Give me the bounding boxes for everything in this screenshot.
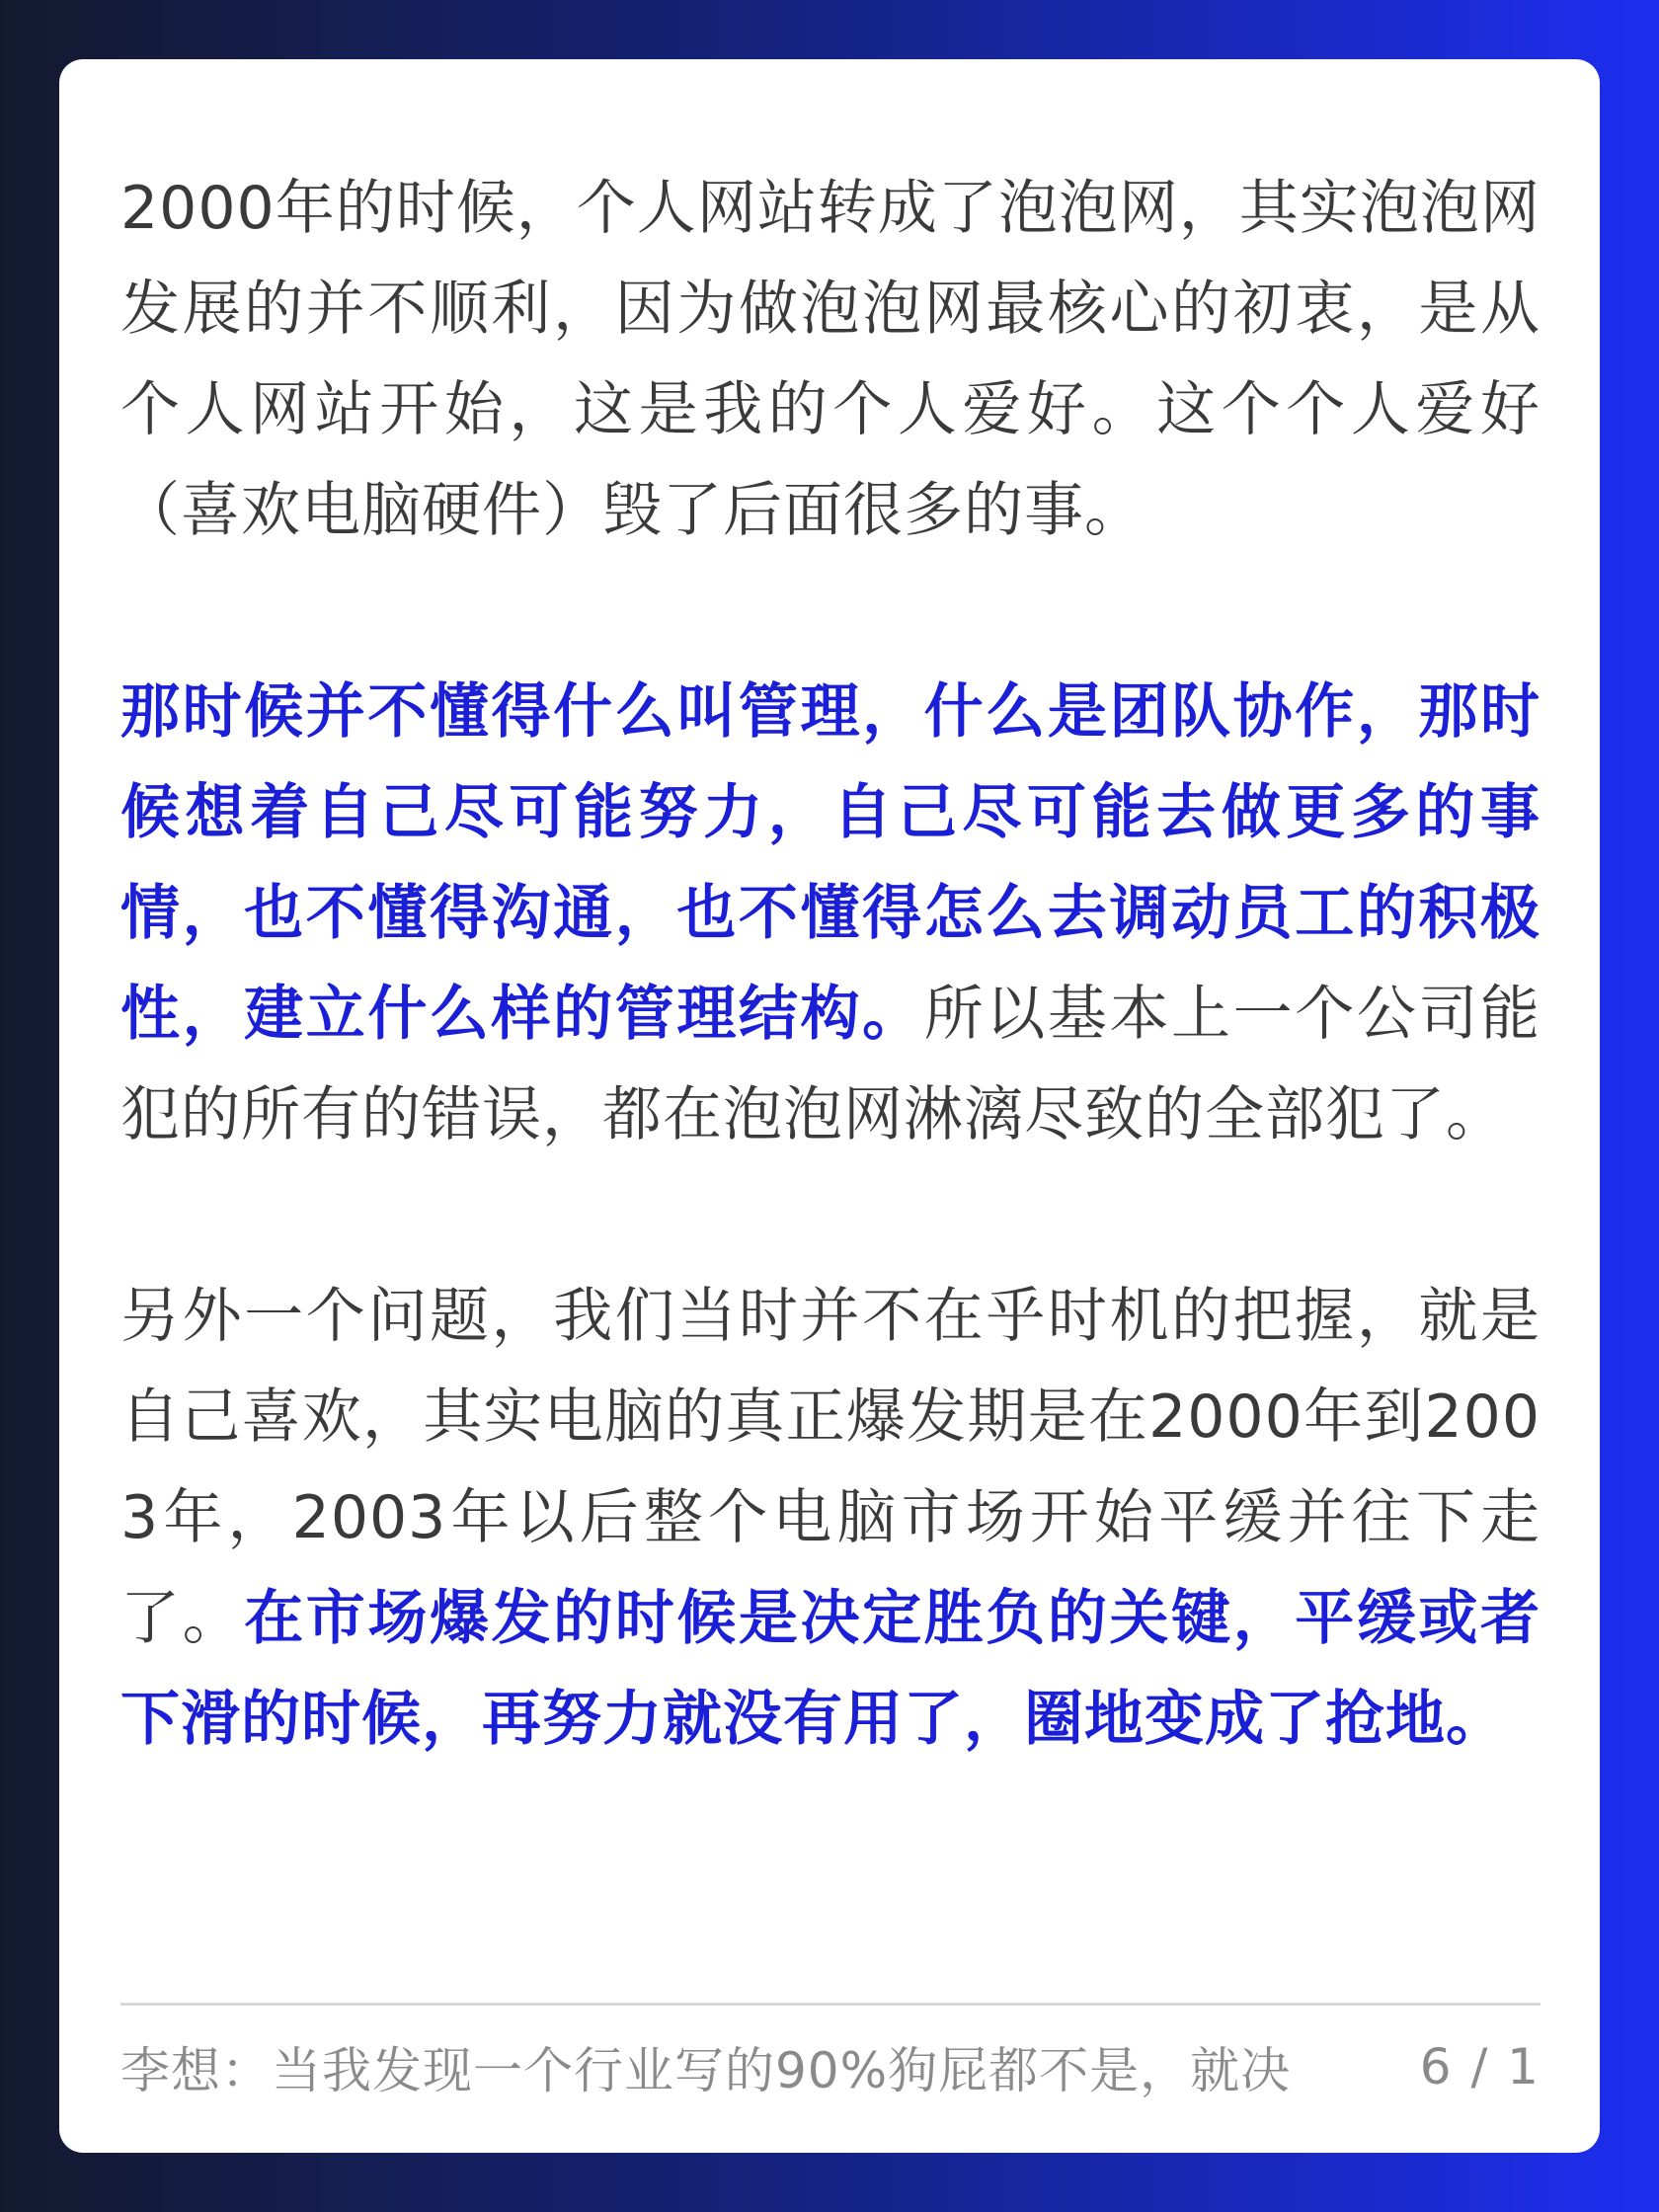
page-indicator: 6 / 1 [1419, 2038, 1540, 2095]
article-card [59, 59, 1600, 2153]
paragraph-1-text: 2000年的时候，个人网站转成了泡泡网，其实泡泡网发展的并不顺利，因为做泡泡网最核心的初衷，是从个人网站开始，这是我的个人爱好。这个个人爱好（喜欢电脑硬件）毁了后面很多的事。 [120, 174, 1540, 545]
card-footer [120, 2003, 1540, 2102]
paragraph-2 [120, 662, 1540, 1165]
footer-article-title: 李想：当我发现一个行业写的90%狗屁都不是，就决 [120, 2042, 1292, 2099]
paragraph-2-text: 所以基本上一个公司能犯的所有的错误，都在泡泡网淋漓尽致的全部犯了。 [120, 980, 1541, 1149]
paragraph-1 [120, 158, 1540, 561]
paragraph-3-text: 另外一个问题，我们当时并不在乎时机的把握，就是自己喜欢，其实电脑的真正爆发期是在2000年到2003年，2003年以后整个电脑市场开始平缓并往下走了。 [120, 1282, 1540, 1653]
paragraph-2-highlight: 那时候并不懂得什么叫管理，什么是团队协作，那时候想着自己尽可能努力，自己尽可能去做更多的事情，也不懂得沟通，也不懂得怎么去调动员工的积极性，建立什么样的管理结构。 [120, 677, 1540, 1049]
paragraph-3 [120, 1266, 1540, 1770]
paragraph-3-highlight: 在市场爆发的时候是决定胜负的关键，平缓或者下滑的时候，再努力就没有用了，圈地变成了抢地。 [120, 1584, 1541, 1754]
